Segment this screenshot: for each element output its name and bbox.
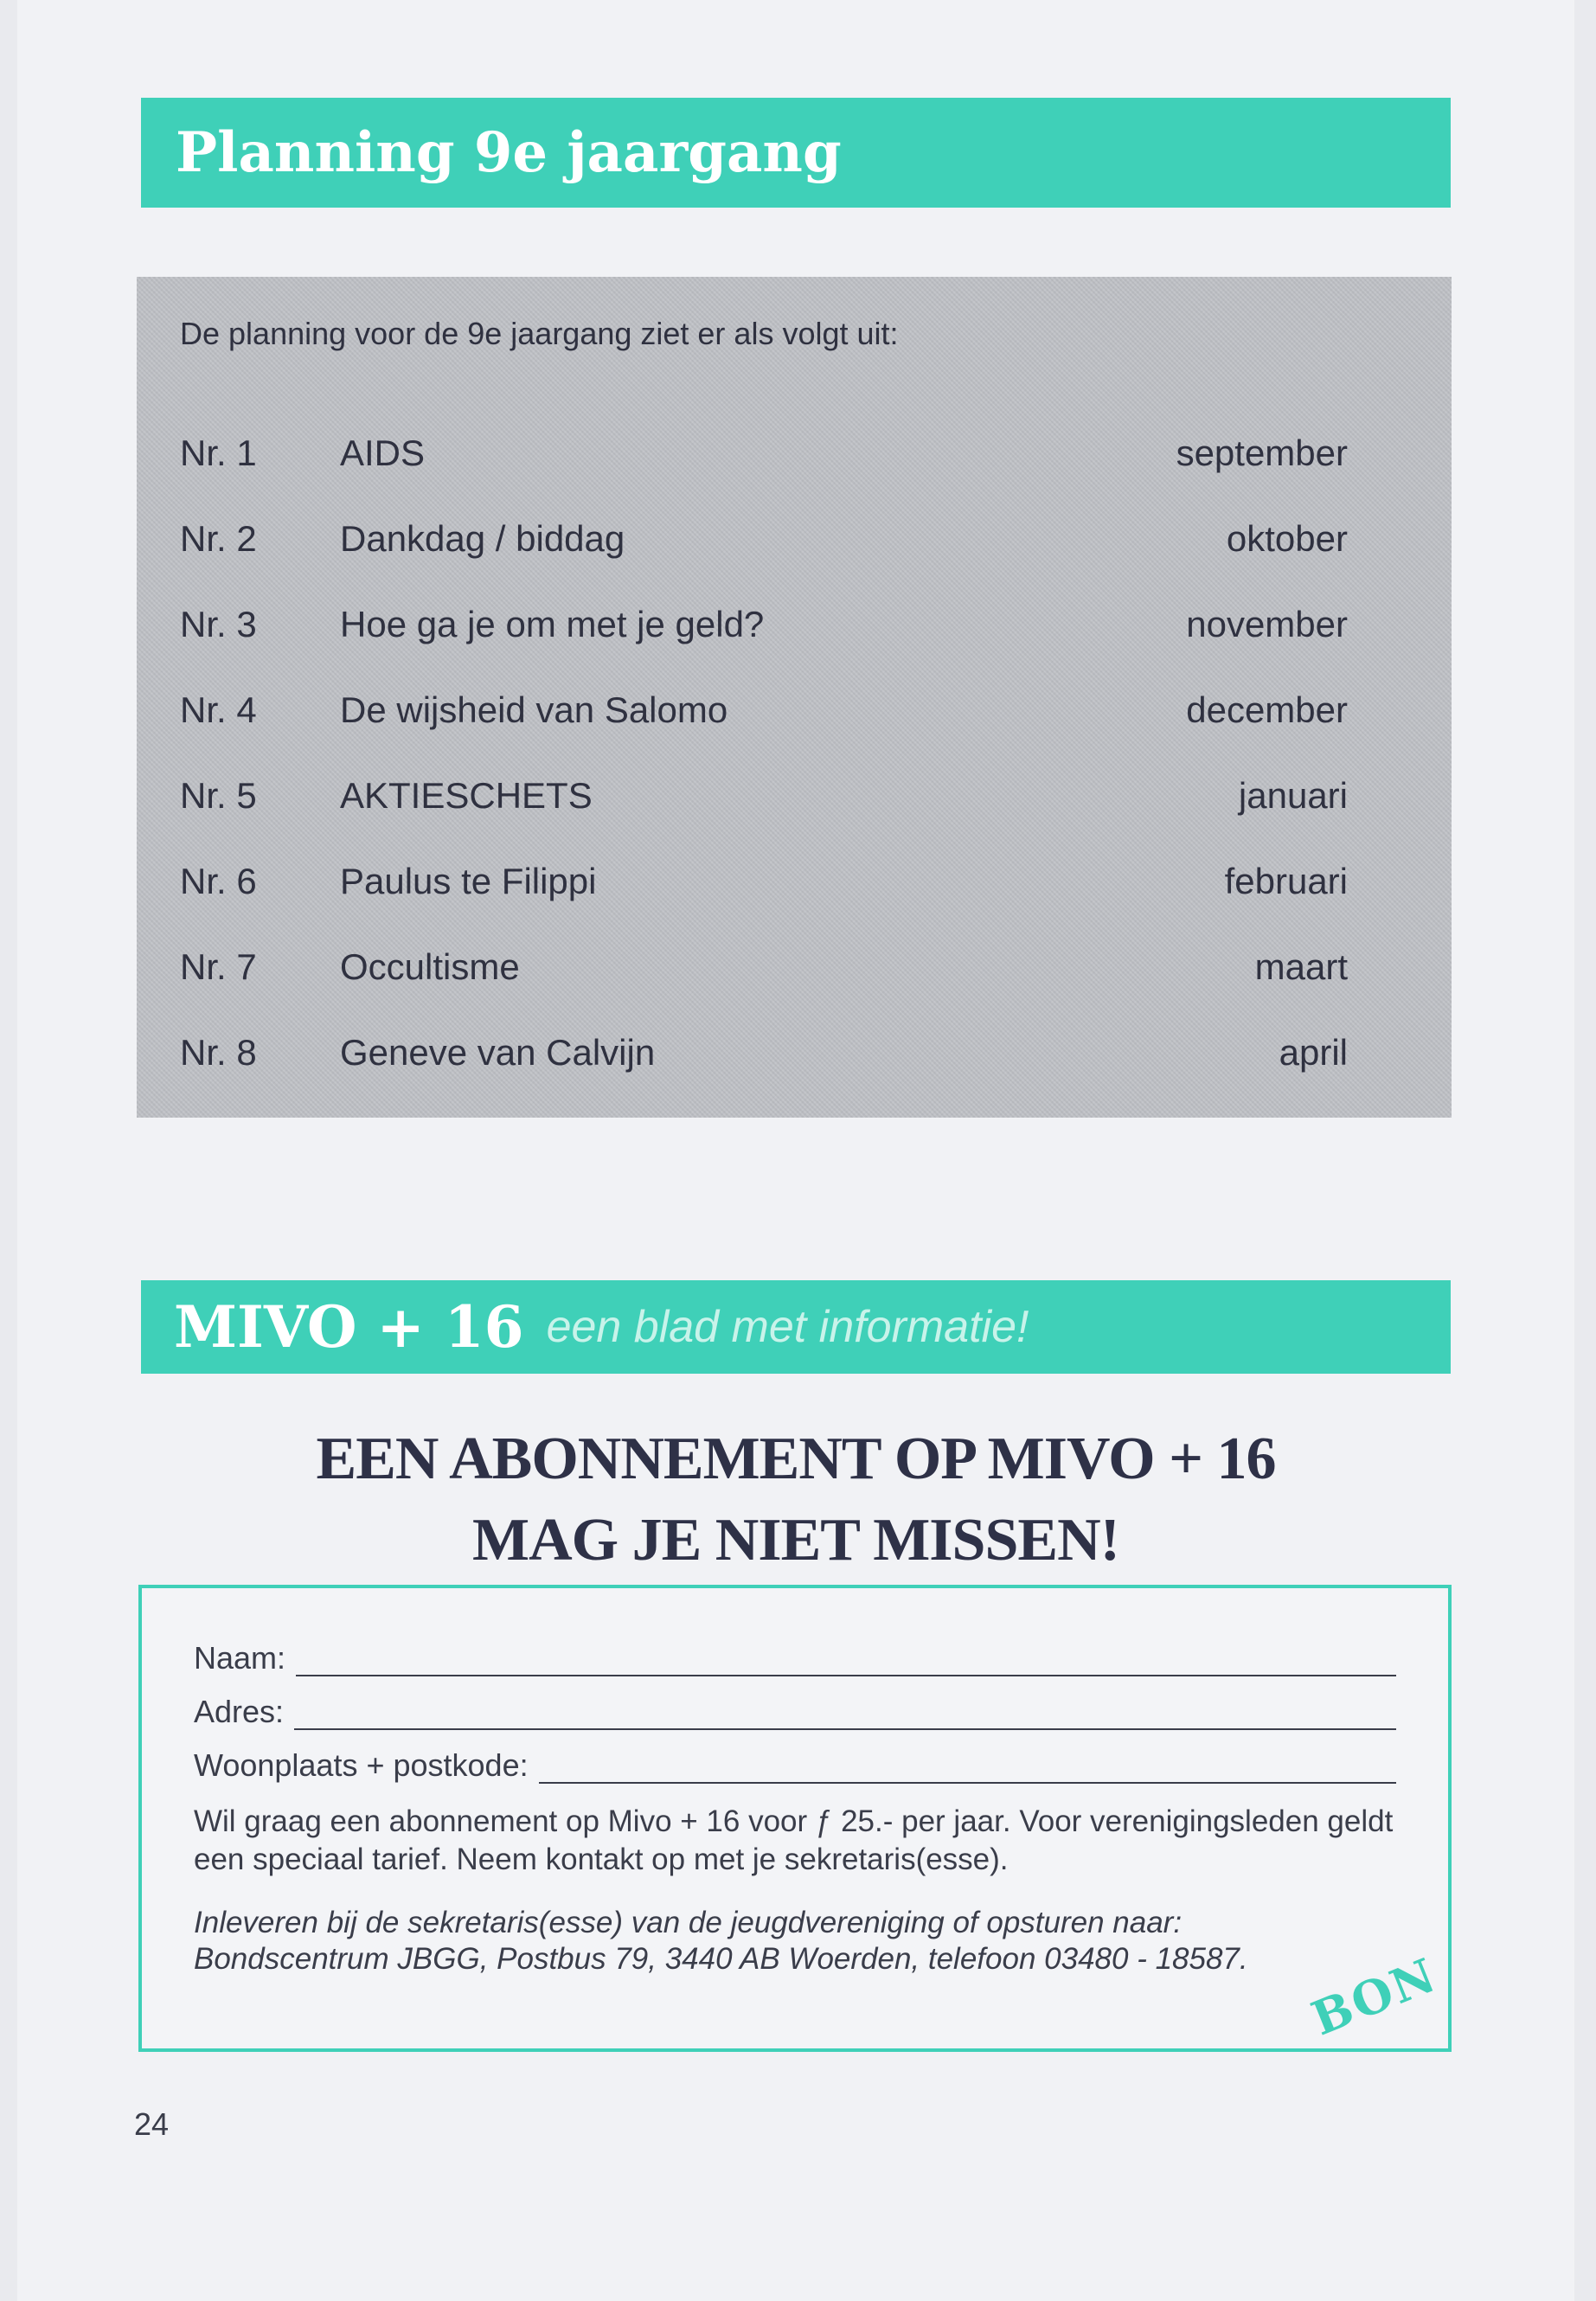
planning-row bbox=[180, 433, 1348, 518]
issue-month: oktober bbox=[1226, 518, 1348, 559]
naam-line[interactable] bbox=[296, 1650, 1396, 1676]
coupon-send-info: Inleveren bij de sekretaris(esse) van de jeugdvereniging of opsturen naar: Bondscentrum JBGG, Postbus 79, 3440 AB Woerden, telefoon 03480 - 18587. bbox=[194, 1906, 1248, 1976]
planning-row bbox=[180, 689, 1348, 775]
mivo-banner bbox=[141, 1280, 1451, 1374]
adres-line[interactable] bbox=[294, 1704, 1396, 1730]
issue-number: Nr. 8 bbox=[180, 1032, 257, 1073]
issue-topic: Occultisme bbox=[340, 946, 520, 987]
issue-number: Nr. 6 bbox=[180, 861, 257, 901]
woonplaats-field[interactable] bbox=[194, 1747, 1396, 1784]
issue-topic: De wijsheid van Salomo bbox=[340, 689, 728, 730]
issue-number: Nr. 5 bbox=[180, 775, 257, 816]
title-banner bbox=[141, 98, 1451, 208]
planning-row bbox=[180, 946, 1348, 1032]
issue-topic: Hoe ga je om met je geld? bbox=[340, 604, 765, 644]
issue-topic: Dankdag / biddag bbox=[340, 518, 625, 559]
page-title: Planning 9e jaargang bbox=[176, 120, 842, 185]
mivo-name: MIVO + 16 bbox=[174, 1293, 524, 1361]
issue-topic: Paulus te Filippi bbox=[340, 861, 597, 901]
issue-month: februari bbox=[1224, 861, 1348, 901]
planning-intro: De planning voor de 9e jaargang ziet er als volgt uit: bbox=[180, 316, 899, 351]
headline-line-2: MAG JE NIET MISSEN! bbox=[472, 1507, 1119, 1574]
headline-line-1: EEN ABONNEMENT OP MIVO + 16 bbox=[316, 1426, 1276, 1492]
issue-topic: AIDS bbox=[340, 433, 426, 473]
planning-row bbox=[180, 1032, 1348, 1118]
issue-topic: AKTIESCHETS bbox=[340, 775, 593, 816]
issue-number: Nr. 4 bbox=[180, 689, 257, 730]
page-number: 24 bbox=[134, 2106, 170, 2142]
issue-number: Nr. 3 bbox=[180, 604, 257, 644]
planning-row bbox=[180, 604, 1348, 689]
issue-month: september bbox=[1176, 433, 1348, 473]
planning-row bbox=[180, 775, 1348, 861]
bon-stamp: BON bbox=[1304, 1946, 1445, 2047]
subscription-headline bbox=[141, 1419, 1451, 1581]
issue-number: Nr. 7 bbox=[180, 946, 257, 987]
woonplaats-label: Woonplaats + postkode: bbox=[194, 1747, 529, 1783]
issue-topic: Geneve van Calvijn bbox=[340, 1032, 656, 1073]
naam-field[interactable] bbox=[194, 1640, 1396, 1676]
issue-month: november bbox=[1186, 604, 1348, 644]
naam-label: Naam: bbox=[194, 1640, 286, 1676]
planning-panel bbox=[137, 277, 1452, 1118]
planning-list bbox=[180, 433, 1348, 1118]
planning-row bbox=[180, 518, 1348, 604]
issue-number: Nr. 2 bbox=[180, 518, 257, 559]
mivo-tagline: een blad met informatie! bbox=[546, 1302, 1029, 1352]
issue-month: januari bbox=[1238, 775, 1348, 816]
adres-field[interactable] bbox=[194, 1694, 1396, 1730]
planning-row bbox=[180, 861, 1348, 946]
issue-number: Nr. 1 bbox=[180, 433, 257, 473]
issue-month: april bbox=[1279, 1032, 1348, 1073]
coupon-body: Wil graag een abonnement op Mivo + 16 voor ƒ 25.- per jaar. Voor verenigingsleden geldt een speciaal tarief. Neem kontakt op met je sekretaris(esse). bbox=[194, 1804, 1394, 1876]
adres-label: Adres: bbox=[194, 1694, 285, 1729]
issue-month: maart bbox=[1254, 946, 1348, 987]
issue-month: december bbox=[1186, 689, 1348, 730]
subscription-coupon bbox=[138, 1585, 1452, 2052]
woonplaats-line[interactable] bbox=[539, 1758, 1396, 1784]
